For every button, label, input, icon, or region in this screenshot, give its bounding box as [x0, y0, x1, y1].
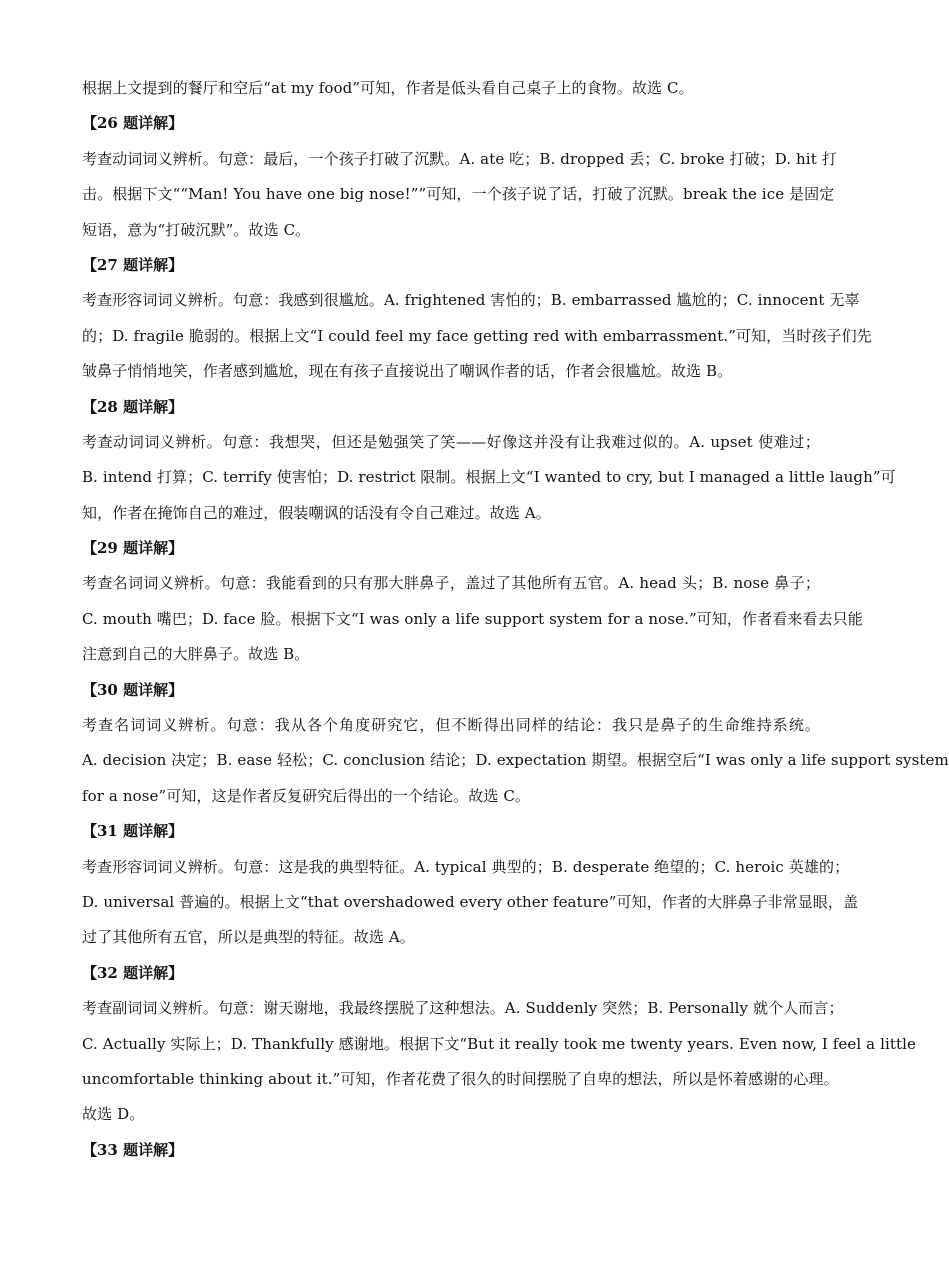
question-heading: 【27 题详解】	[82, 255, 184, 274]
explanation-line: A. decision 决定；B. ease 轻松；C. conclusion 结论；D. expectation 期望。根据空后“I was only a life support system	[82, 751, 949, 770]
explanation-line: 考查动词词义辨析。句意：我想哭，但还是勉强笑了笑——好像这并没有让我难过似的。A. upset 使难过；	[82, 432, 820, 451]
explanation-line: 皱鼻子悄悄地笑，作者感到尴尬，现在有孩子直接说出了嘲讽作者的话，作者会很尴尬。故选 B。	[82, 362, 733, 381]
explanation-line: C. Actually 实际上；D. Thankfully 感谢地。根据下文“But it really took me twenty years. Even now, I feel a little	[82, 1034, 916, 1053]
explanation-line: C. mouth 嘴巴；D. face 脸。根据下文“I was only a life support system for a nose.”可知，作者看来看去只能	[82, 609, 863, 628]
explanation-line: 考查动词词义辨析。句意：最后，一个孩子打破了沉默。A. ate 吃；B. dropped 丢；C. broke 打破；D. hit 打	[82, 149, 837, 168]
explanation-line: 的；D. fragile 脆弱的。根据上文“I could feel my face getting red with embarrassment.”可知，当时孩子们先	[82, 326, 872, 345]
explanation-line: 考查名词词义辨析。句意：我能看到的只有那大胖鼻子，盖过了其他所有五官。A. head 头；B. nose 鼻子；	[82, 574, 820, 593]
explanation-line: 考查形容词词义辨析。句意：这是我的典型特征。A. typical 典型的；B. desperate 绝望的；C. heroic 英雄的；	[82, 857, 850, 876]
explanation-line: 根据上文提到的餐厅和空后“at my food”可知，作者是低头看自己桌子上的食物。故选 C。	[82, 79, 694, 97]
question-heading: 【29 题详解】	[82, 539, 184, 558]
question-heading: 【33 题详解】	[82, 1140, 184, 1159]
question-heading: 【32 题详解】	[82, 963, 184, 982]
explanation-line: 考查形容词词义辨析。句意：我感到很尴尬。A. frightened 害怕的；B. embarrassed 尴尬的；C. innocent 无辜	[82, 291, 860, 310]
question-heading: 【28 题详解】	[82, 397, 184, 416]
answer-explanations	[82, 71, 949, 1168]
explanation-line: 短语，意为“打破沉默”。故选 C。	[82, 220, 311, 239]
explanation-line: 过了其他所有五官，所以是典型的特征。故选 A。	[82, 928, 415, 947]
explanation-line: 故选 D。	[82, 1105, 145, 1124]
question-heading: 【31 题详解】	[82, 822, 184, 841]
explanation-line: uncomfortable thinking about it.”可知，作者花费了很久的时间摆脱了自卑的想法，所以是怀着感谢的心理。	[82, 1069, 839, 1088]
explanation-line: D. universal 普遍的。根据上文“that overshadowed every other feature”可知，作者的大胖鼻子非常显眼，盖	[82, 892, 859, 911]
question-heading: 【26 题详解】	[82, 114, 184, 133]
explanation-line: 考查副词词义辨析。句意：谢天谢地，我最终摆脱了这种想法。A. Suddenly 突然；B. Personally 就个人而言；	[82, 999, 844, 1018]
explanation-line: B. intend 打算；C. terrify 使害怕；D. restrict 限制。根据上文“I wanted to cry, but I managed a little laugh”可	[82, 468, 896, 487]
explanation-line: 注意到自己的大胖鼻子。故选 B。	[82, 645, 310, 664]
question-heading: 【30 题详解】	[82, 680, 184, 699]
explanation-line: 考查名词词义辨析。句意：我从各个角度研究它，但不断得出同样的结论：我只是鼻子的生命维持系统。	[82, 716, 820, 735]
explanation-line: 知，作者在掩饰自己的难过，假装嘲讽的话没有令自己难过。故选 A。	[82, 503, 551, 522]
explanation-line: 击。根据下文““Man! You have one big nose!””可知，一个孩子说了话，打破了沉默。break the ice 是固定	[82, 185, 835, 204]
explanation-line: for a nose”可知，这是作者反复研究后得出的一个结论。故选 C。	[82, 786, 531, 805]
